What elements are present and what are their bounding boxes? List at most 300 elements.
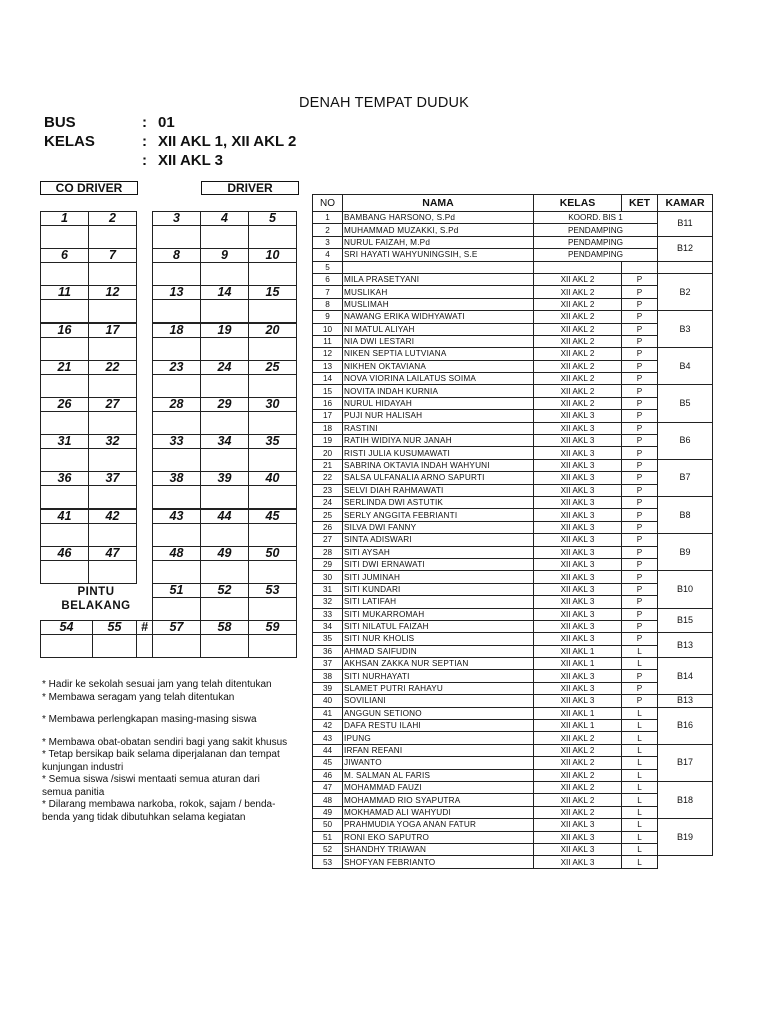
cell-no: 25 <box>313 509 343 521</box>
note-item: * Membawa perlengkapan masing-masing siswa <box>42 714 257 725</box>
cell-no: 49 <box>313 806 343 818</box>
table-row <box>313 447 713 459</box>
rear-door-label <box>40 585 152 613</box>
cell-nama: SLAMET PUTRI RAHAYU <box>343 682 534 694</box>
cell-nama: RISTI JULIA KUSUMAWATI <box>343 447 534 459</box>
cell-nama: RASTINI <box>343 422 534 434</box>
seat-number: 15 <box>249 286 296 300</box>
seat-number: 9 <box>201 249 248 263</box>
seat-number: 3 <box>153 212 200 226</box>
cell-ket: P <box>622 360 658 372</box>
seat-number: 36 <box>41 472 88 486</box>
seat-cell[interactable] <box>152 546 201 584</box>
seat-number: 53 <box>249 584 296 598</box>
cell-nama: SRI HAYATI WAHYUNINGSIH, S.E <box>343 249 534 261</box>
cell-ket: L <box>622 707 658 719</box>
cell-nama: JIWANTO <box>343 757 534 769</box>
cell-no: 32 <box>313 596 343 608</box>
seat-cell[interactable] <box>248 583 297 621</box>
cell-kelas: XII AKL 2 <box>534 397 622 409</box>
table-row <box>313 323 713 335</box>
cell-ket: L <box>622 819 658 831</box>
cell-kelas: XII AKL 3 <box>534 558 622 570</box>
cell-kelas: KOORD. BIS 1 <box>534 212 658 224</box>
table-row <box>313 695 713 707</box>
cell-nama: SABRINA OKTAVIA INDAH WAHYUNI <box>343 459 534 471</box>
cell-kelas: XII AKL 3 <box>534 484 622 496</box>
cell-kamar: B12 <box>658 236 713 261</box>
table-row <box>313 720 713 732</box>
cell-kelas: XII AKL 3 <box>534 608 622 620</box>
cell-nama: RATIH WIDIYA NUR JANAH <box>343 435 534 447</box>
seat-cell[interactable] <box>40 248 89 286</box>
cell-nama: MUHAMMAD MUZAKKI, S.Pd <box>343 224 534 236</box>
cell-kelas: XII AKL 2 <box>534 806 622 818</box>
seat-cell[interactable] <box>40 397 89 435</box>
driver-label: DRIVER <box>201 181 299 195</box>
cell-kelas: XII AKL 3 <box>534 682 622 694</box>
cell-kamar: B13 <box>658 633 713 658</box>
table-row <box>313 658 713 670</box>
passenger-table <box>312 194 713 869</box>
cell-no: 19 <box>313 435 343 447</box>
table-row <box>313 472 713 484</box>
cell-nama: M. SALMAN AL FARIS <box>343 769 534 781</box>
cell-kelas: XII AKL 3 <box>534 670 622 682</box>
seat-cell[interactable] <box>248 285 297 323</box>
seat-cell[interactable] <box>88 434 137 472</box>
cell-no: 43 <box>313 732 343 744</box>
seat-cell[interactable] <box>88 323 137 361</box>
cell-ket: P <box>622 496 658 508</box>
cell-no: 23 <box>313 484 343 496</box>
seat-number: 10 <box>249 249 296 263</box>
table-row <box>313 496 713 508</box>
cell-nama: SITI DWI ERNAWATI <box>343 558 534 570</box>
cell-kamar: B2 <box>658 273 713 310</box>
cell-kelas: XII AKL 2 <box>534 732 622 744</box>
seat-cell[interactable] <box>136 620 153 658</box>
cell-ket: L <box>622 769 658 781</box>
cell-ket: P <box>622 608 658 620</box>
note-item: * Tetap bersikap baik selama diperjalanan dan tempat kunjungan industri <box>42 749 280 773</box>
table-row <box>313 385 713 397</box>
seat-cell[interactable] <box>200 285 249 323</box>
cell-ket: L <box>622 856 658 868</box>
cell-nama: PRAHMUDIA YOGA ANAN FATUR <box>343 819 534 831</box>
cell-ket: L <box>622 831 658 843</box>
table-row <box>313 645 713 657</box>
cell-nama <box>343 261 534 273</box>
cell-ket: P <box>622 410 658 422</box>
table-row <box>313 583 713 595</box>
seat-cell[interactable] <box>88 397 137 435</box>
cell-kamar: B7 <box>658 459 713 496</box>
cell-no: 13 <box>313 360 343 372</box>
seat-cell[interactable] <box>200 620 249 658</box>
header-info <box>0 114 360 174</box>
seat-cell[interactable] <box>248 323 297 361</box>
cell-nama: SITI NURHAYATI <box>343 670 534 682</box>
cell-no: 8 <box>313 298 343 310</box>
cell-ket: P <box>622 583 658 595</box>
cell-kamar <box>658 261 713 273</box>
seat-number: 50 <box>249 547 296 561</box>
table-row <box>313 236 713 248</box>
seat-number: 38 <box>153 472 200 486</box>
note-item: * Membawa obat-obatan sendiri bagi yang sakit khusus <box>42 736 288 748</box>
cell-nama: RONI EKO SAPUTRO <box>343 831 534 843</box>
cell-nama: NIA DWI LESTARI <box>343 335 534 347</box>
cell-kelas: XII AKL 3 <box>534 633 622 645</box>
seat-cell[interactable] <box>248 360 297 398</box>
table-row <box>313 348 713 360</box>
seat-number: 8 <box>153 249 200 263</box>
cell-kamar: B9 <box>658 534 713 571</box>
cell-nama: SHANDHY TRIAWAN <box>343 843 534 855</box>
table-row <box>313 335 713 347</box>
table-row <box>313 744 713 756</box>
cell-ket: L <box>622 645 658 657</box>
seat-cell[interactable] <box>88 471 137 509</box>
cell-ket: P <box>622 323 658 335</box>
seat-cell[interactable] <box>152 211 201 249</box>
cell-no: 53 <box>313 856 343 868</box>
cell-no: 51 <box>313 831 343 843</box>
cell-no: 46 <box>313 769 343 781</box>
cell-nama: NIKHEN OKTAVIANA <box>343 360 534 372</box>
cell-no: 36 <box>313 645 343 657</box>
cell-nama: AHMAD SAIFUDIN <box>343 645 534 657</box>
cell-kelas: XII AKL 3 <box>534 856 622 868</box>
seat-cell[interactable] <box>248 248 297 286</box>
cell-kelas: XII AKL 2 <box>534 744 622 756</box>
cell-nama: SINTA ADISWARI <box>343 534 534 546</box>
cell-ket: P <box>622 682 658 694</box>
cell-no: 37 <box>313 658 343 670</box>
table-row <box>313 558 713 570</box>
seat-cell[interactable] <box>40 360 89 398</box>
col-header-no: NO <box>313 195 343 212</box>
seat-number: 1 <box>41 212 88 226</box>
seat-cell[interactable] <box>152 583 201 621</box>
seat-number: 16 <box>41 324 88 338</box>
table-row <box>313 459 713 471</box>
seat-cell[interactable] <box>248 211 297 249</box>
cell-no: 26 <box>313 521 343 533</box>
cell-kamar: B17 <box>658 744 713 781</box>
cell-no: 28 <box>313 546 343 558</box>
seat-cell[interactable] <box>152 434 201 472</box>
table-row <box>313 373 713 385</box>
seat-cell[interactable] <box>40 546 89 584</box>
cell-kelas: XII AKL 3 <box>534 472 622 484</box>
cell-nama: SITI LATIFAH <box>343 596 534 608</box>
cell-no: 31 <box>313 583 343 595</box>
seat-cell[interactable] <box>248 620 297 658</box>
seat-number: 17 <box>89 324 136 338</box>
cell-kelas: XII AKL 2 <box>534 286 622 298</box>
cell-kamar: B10 <box>658 571 713 608</box>
seat-number: 49 <box>201 547 248 561</box>
seat-cell[interactable] <box>200 248 249 286</box>
seat-cell[interactable] <box>200 211 249 249</box>
seat-number: 47 <box>89 547 136 561</box>
cell-kelas: PENDAMPING <box>534 224 658 236</box>
cell-kelas: XII AKL 3 <box>534 843 622 855</box>
cell-ket: P <box>622 546 658 558</box>
note-item: * Membawa seragam yang telah ditentukan <box>42 691 235 703</box>
seat-number: 27 <box>89 398 136 412</box>
cell-kelas: XII AKL 2 <box>534 781 622 793</box>
note-item: * Dilarang membawa narkoba, rokok, sajam / benda-benda yang tidak dibutuhkan selama kegiatan <box>42 799 276 823</box>
seat-cell[interactable] <box>200 546 249 584</box>
cell-ket: P <box>622 484 658 496</box>
cell-no: 42 <box>313 720 343 732</box>
cell-kelas: XII AKL 1 <box>534 645 622 657</box>
cell-ket: P <box>622 286 658 298</box>
cell-ket: P <box>622 385 658 397</box>
seat-cell[interactable] <box>88 211 137 249</box>
cell-nama: NOVITA INDAH KURNIA <box>343 385 534 397</box>
cell-ket: L <box>622 794 658 806</box>
cell-no: 41 <box>313 707 343 719</box>
cell-ket: P <box>622 348 658 360</box>
cell-no: 52 <box>313 843 343 855</box>
seat-cell[interactable] <box>200 360 249 398</box>
cell-no: 7 <box>313 286 343 298</box>
cell-nama: PUJI NUR HALISAH <box>343 410 534 422</box>
seat-cell[interactable] <box>200 471 249 509</box>
cell-ket: P <box>622 373 658 385</box>
cell-no: 24 <box>313 496 343 508</box>
table-row <box>313 843 713 855</box>
table-row <box>313 484 713 496</box>
seat-number: # <box>137 621 152 635</box>
seat-number: 28 <box>153 398 200 412</box>
cell-kamar: B3 <box>658 311 713 348</box>
seat-cell[interactable] <box>88 248 137 286</box>
cell-kelas: XII AKL 2 <box>534 757 622 769</box>
table-row <box>313 757 713 769</box>
cell-kelas: XII AKL 3 <box>534 583 622 595</box>
seat-number: 13 <box>153 286 200 300</box>
rear-door-label-line1: PINTU <box>77 586 115 598</box>
cell-kelas: XII AKL 3 <box>534 571 622 583</box>
seat-number: 2 <box>89 212 136 226</box>
seat-cell[interactable] <box>200 509 249 547</box>
seat-number: 18 <box>153 324 200 338</box>
cell-ket: P <box>622 534 658 546</box>
seat-cell[interactable] <box>152 620 201 658</box>
cell-ket: P <box>622 273 658 285</box>
seat-cell[interactable] <box>200 434 249 472</box>
seat-cell[interactable] <box>248 546 297 584</box>
seat-cell[interactable] <box>248 397 297 435</box>
col-header-ket: KET <box>622 195 658 212</box>
seat-number: 29 <box>201 398 248 412</box>
seat-cell[interactable] <box>200 397 249 435</box>
cell-nama: MOKHAMAD ALI WAHYUDI <box>343 806 534 818</box>
header-colon: : <box>142 133 147 150</box>
seat-cell[interactable] <box>152 360 201 398</box>
seat-number: 59 <box>249 621 296 635</box>
table-row <box>313 261 713 273</box>
table-row <box>313 769 713 781</box>
seat-cell[interactable] <box>40 509 89 547</box>
cell-ket: L <box>622 843 658 855</box>
cell-kelas: XII AKL 1 <box>534 707 622 719</box>
cell-kamar: B13 <box>658 695 713 707</box>
seat-cell[interactable] <box>248 471 297 509</box>
table-row <box>313 212 713 224</box>
seat-cell[interactable] <box>40 285 89 323</box>
seat-number: 45 <box>249 510 296 524</box>
cell-nama: NURUL FAIZAH, M.Pd <box>343 236 534 248</box>
cell-nama: BAMBANG HARSONO, S.Pd <box>343 212 534 224</box>
cell-no: 50 <box>313 819 343 831</box>
cell-ket: P <box>622 620 658 632</box>
cell-kelas: XII AKL 1 <box>534 658 622 670</box>
table-row <box>313 521 713 533</box>
seat-number: 30 <box>249 398 296 412</box>
table-row <box>313 249 713 261</box>
seat-cell[interactable] <box>248 434 297 472</box>
table-row <box>313 360 713 372</box>
seat-cell[interactable] <box>88 360 137 398</box>
cell-nama: SITI JUMINAH <box>343 571 534 583</box>
cell-kelas: XII AKL 3 <box>534 410 622 422</box>
table-row <box>313 224 713 236</box>
cell-ket: P <box>622 298 658 310</box>
cell-nama: IRFAN REFANI <box>343 744 534 756</box>
cell-no: 27 <box>313 534 343 546</box>
seat-number: 32 <box>89 435 136 449</box>
cell-no: 5 <box>313 261 343 273</box>
cell-kelas: XII AKL 3 <box>534 620 622 632</box>
cell-ket: L <box>622 757 658 769</box>
col-header-kelas: KELAS <box>534 195 622 212</box>
seat-cell[interactable] <box>200 323 249 361</box>
cell-kamar: B5 <box>658 385 713 422</box>
seat-number: 4 <box>201 212 248 226</box>
seat-cell[interactable] <box>40 434 89 472</box>
cell-nama: MUSLIKAH <box>343 286 534 298</box>
cell-nama: NIKEN SEPTIA LUTVIANA <box>343 348 534 360</box>
cell-kamar: B4 <box>658 348 713 385</box>
seat-number: 48 <box>153 547 200 561</box>
table-row <box>313 819 713 831</box>
table-row <box>313 273 713 285</box>
note-item: * Hadir ke sekolah sesuai jam yang telah ditentukan <box>42 679 272 690</box>
cell-ket: L <box>622 720 658 732</box>
seat-number: 23 <box>153 361 200 375</box>
seat-cell[interactable] <box>40 323 89 361</box>
table-row <box>313 509 713 521</box>
cell-no: 39 <box>313 682 343 694</box>
cell-kelas: XII AKL 3 <box>534 521 622 533</box>
cell-kamar: B18 <box>658 781 713 818</box>
cell-ket: P <box>622 435 658 447</box>
table-row <box>313 781 713 793</box>
cell-ket: L <box>622 744 658 756</box>
seat-cell[interactable] <box>152 323 201 361</box>
seat-cell[interactable] <box>92 620 137 658</box>
cell-kelas: XII AKL 3 <box>534 546 622 558</box>
cell-no: 30 <box>313 571 343 583</box>
cell-kelas: XII AKL 3 <box>534 695 622 707</box>
seat-cell[interactable] <box>200 583 249 621</box>
seat-number: 12 <box>89 286 136 300</box>
cell-kelas: XII AKL 2 <box>534 298 622 310</box>
cell-ket <box>622 261 658 273</box>
seat-cell[interactable] <box>40 211 89 249</box>
seat-number: 55 <box>93 621 136 635</box>
cell-no: 38 <box>313 670 343 682</box>
table-row <box>313 311 713 323</box>
cell-kelas: XII AKL 2 <box>534 323 622 335</box>
cell-ket: P <box>622 521 658 533</box>
seat-cell[interactable] <box>152 285 201 323</box>
cell-nama: SOVILIANI <box>343 695 534 707</box>
header-colon: : <box>142 114 147 131</box>
cell-no: 17 <box>313 410 343 422</box>
seat-cell[interactable] <box>88 509 137 547</box>
cell-kelas: XII AKL 2 <box>534 335 622 347</box>
cell-ket: P <box>622 422 658 434</box>
cell-kamar: B14 <box>658 658 713 695</box>
seat-number: 14 <box>201 286 248 300</box>
seat-cell[interactable] <box>248 509 297 547</box>
header-kelas-cont-value: XII AKL 3 <box>158 152 224 169</box>
header-bus-value: 01 <box>158 114 175 131</box>
seat-cell[interactable] <box>152 397 201 435</box>
cell-ket: L <box>622 806 658 818</box>
seat-number: 5 <box>249 212 296 226</box>
seat-number: 52 <box>201 584 248 598</box>
cell-nama: SITI MUKARROMAH <box>343 608 534 620</box>
cell-kelas: XII AKL 3 <box>534 447 622 459</box>
cell-kelas: XII AKL 2 <box>534 360 622 372</box>
cell-nama: NAWANG ERIKA WIDHYAWATI <box>343 311 534 323</box>
header-colon: : <box>142 152 147 169</box>
cell-nama: SILVA DWI FANNY <box>343 521 534 533</box>
co-driver-label: CO DRIVER <box>40 181 138 195</box>
table-row <box>313 831 713 843</box>
cell-ket: P <box>622 311 658 323</box>
cell-kamar: B15 <box>658 608 713 633</box>
cell-kamar: B16 <box>658 707 713 744</box>
cell-ket: P <box>622 397 658 409</box>
cell-kelas: XII AKL 3 <box>534 496 622 508</box>
table-row <box>313 397 713 409</box>
seat-number: 54 <box>41 621 92 635</box>
cell-ket: P <box>622 558 658 570</box>
cell-no: 48 <box>313 794 343 806</box>
seat-cell[interactable] <box>88 285 137 323</box>
seat-cell[interactable] <box>152 471 201 509</box>
cell-no: 10 <box>313 323 343 335</box>
seat-cell[interactable] <box>88 546 137 584</box>
cell-nama: SELVI DIAH RAHMAWATI <box>343 484 534 496</box>
seat-cell[interactable] <box>40 471 89 509</box>
seat-cell[interactable] <box>152 509 201 547</box>
seat-cell[interactable] <box>152 248 201 286</box>
cell-nama: NOVA VIORINA LAILATUS SOIMA <box>343 373 534 385</box>
seat-cell[interactable] <box>40 620 93 658</box>
seat-number: 24 <box>201 361 248 375</box>
seat-number: 7 <box>89 249 136 263</box>
